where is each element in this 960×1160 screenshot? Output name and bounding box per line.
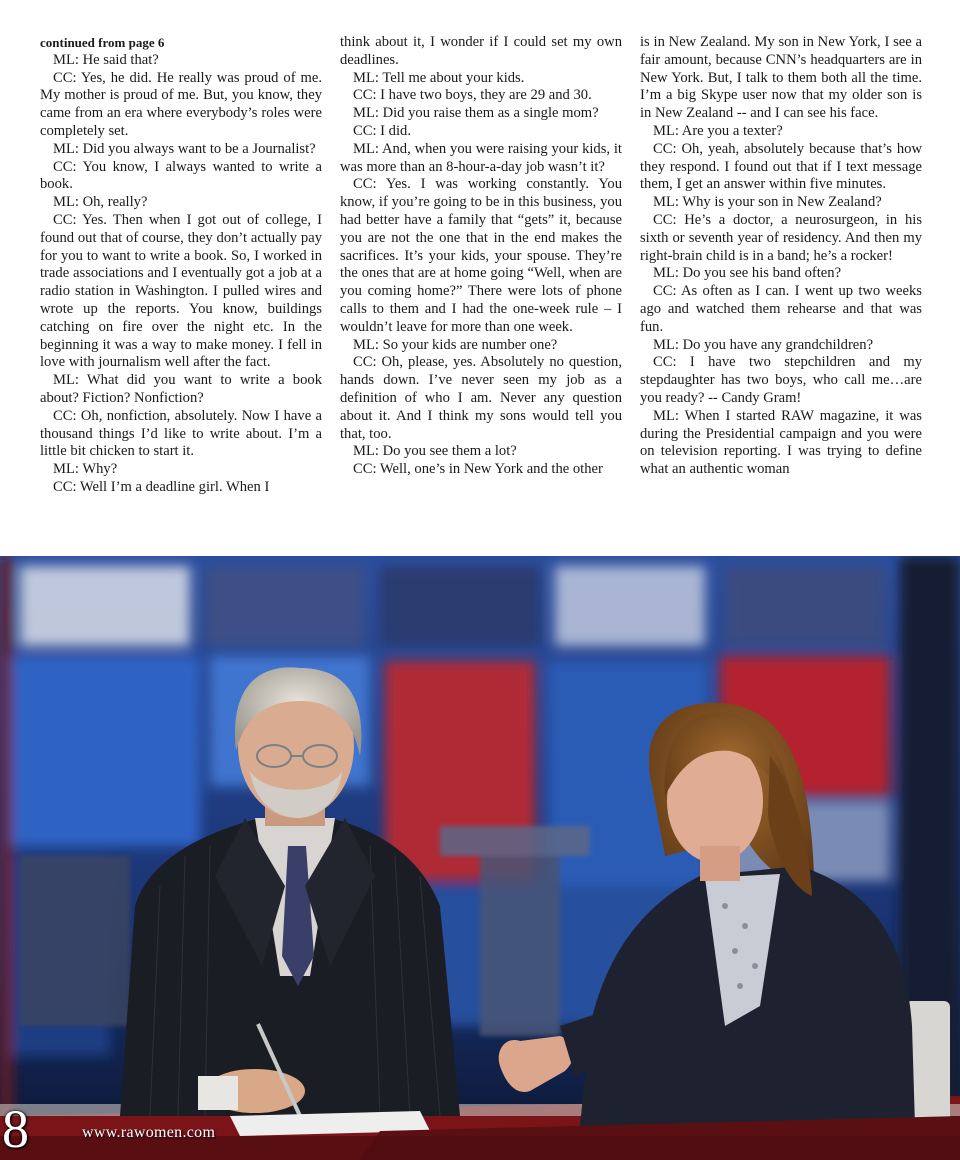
article-paragraph: ML: Oh, really?: [53, 194, 148, 211]
article-paragraph: CC: Well, one’s in New York and the other: [353, 461, 603, 478]
article-paragraph: CC: I have two boys, they are 29 and 30.: [353, 87, 592, 104]
article-paragraph: CC: Oh, yeah, absolutely because that’s how they respond. I found out that if I text message them, I get an answer within five minutes.: [640, 140, 922, 193]
article-paragraph: ML: Did you always want to be a Journalist?: [53, 140, 316, 157]
article-paragraph: ML: What did you want to write a book about? Fiction? Nonfiction?: [40, 372, 322, 406]
article-paragraph: CC: Yes. Then when I got out of college, I found out that of course, they don’t actually pay for you to want to write a book. So, I worked in trade associations and I eventually got a job at a radio station in Washington. I pulled wires and wrote up the reports. You know, buildings catching on fire over the night etc. In the beginning it was a way to make money. I fell in love with journalism well after the fact.: [40, 211, 322, 371]
article-paragraph: ML: And, when you were raising your kids, it was more than an 8-hour-a-day job wasn’t it?: [340, 140, 622, 175]
article-column-2: [340, 34, 622, 544]
article-paragraph: ML: He said that?: [53, 51, 159, 68]
article-paragraph: CC: You know, I always wanted to write a book.: [40, 158, 322, 193]
website-url: www.rawomen.com: [82, 1124, 216, 1141]
article-paragraph: ML: Do you see them a lot?: [353, 443, 517, 460]
article-paragraph: CC: Yes. I was working constantly. You know, if you’re going to be in this business, you had better have a family that “gets” it, because you are not the one that in the end makes the sacrifices. It’s your kids, your spouse. They’re the ones that are at home going “Well, when are you coming home?” There were lots of phone calls to them and I had the one-week rule – I wouldn’t leave for more than one week.: [340, 176, 622, 335]
article-paragraph: CC: As often as I can. I went up two weeks ago and watched them rehearse and that was fun.: [640, 283, 922, 335]
article-paragraph: ML: Are you a texter?: [653, 122, 783, 139]
article-paragraph: ML: When I started RAW magazine, it was during the Presidential campaign and you were on television reporting. I was trying to define what an authentic woman: [640, 407, 922, 478]
article-paragraph: CC: Well I’m a deadline girl. When I: [53, 478, 270, 495]
article-paragraph: CC: I have two stepchildren and my stepdaughter has two boys, who call me…are you ready? -- Candy Gram!: [640, 354, 922, 406]
article-paragraph: is in New Zealand. My son in New York, I see a fair amount, because CNN’s headquarters are in New York. But, I talk to them both all the time. I’m a big Skype user now that my older son is in New Zealand -- and I can see his face.: [640, 34, 922, 122]
article-paragraph: ML: Why is your son in New Zealand?: [653, 194, 882, 211]
article-paragraph: think about it, I wonder if I could set my own deadlines.: [340, 34, 622, 68]
article-column-3: [640, 34, 922, 544]
article-column-1: [40, 34, 322, 544]
article-paragraph: CC: Yes, he did. He really was proud of me. My mother is proud of me. But, you know, they came from an era where everybody’s roles were completely set.: [40, 69, 322, 139]
article-paragraph: CC: He’s a doctor, a neurosurgeon, in his sixth or seventh year of residency. And then my right-brain child is in a band; he’s a rocker!: [640, 211, 922, 264]
page-number: 8: [2, 1099, 29, 1159]
article-columns: [40, 34, 922, 544]
article-paragraph: ML: Tell me about your kids.: [353, 69, 525, 86]
article-paragraph: ML: Did you raise them as a single mom?: [353, 105, 599, 122]
article-paragraph: ML: So your kids are number one?: [353, 336, 558, 353]
article-paragraph: ML: Do you see his band often?: [653, 265, 842, 282]
article-paragraph: CC: I did.: [353, 122, 411, 139]
news-studio-photo: [0, 556, 960, 1160]
article-paragraph: ML: Do you have any grandchildren?: [653, 336, 874, 353]
continued-note: continued from page 6: [40, 35, 165, 50]
article-paragraph: ML: Why?: [53, 461, 118, 478]
article-paragraph: CC: Oh, please, yes. Absolutely no question, hands down. I’ve never seen my job as a definition of who I am. Never any question about it. And I think my sons would tell you that, too.: [340, 354, 622, 442]
article-paragraph: CC: Oh, nonfiction, absolutely. Now I have a thousand things I’d like to write about. I’m a little bit chicken to start it.: [40, 407, 322, 460]
